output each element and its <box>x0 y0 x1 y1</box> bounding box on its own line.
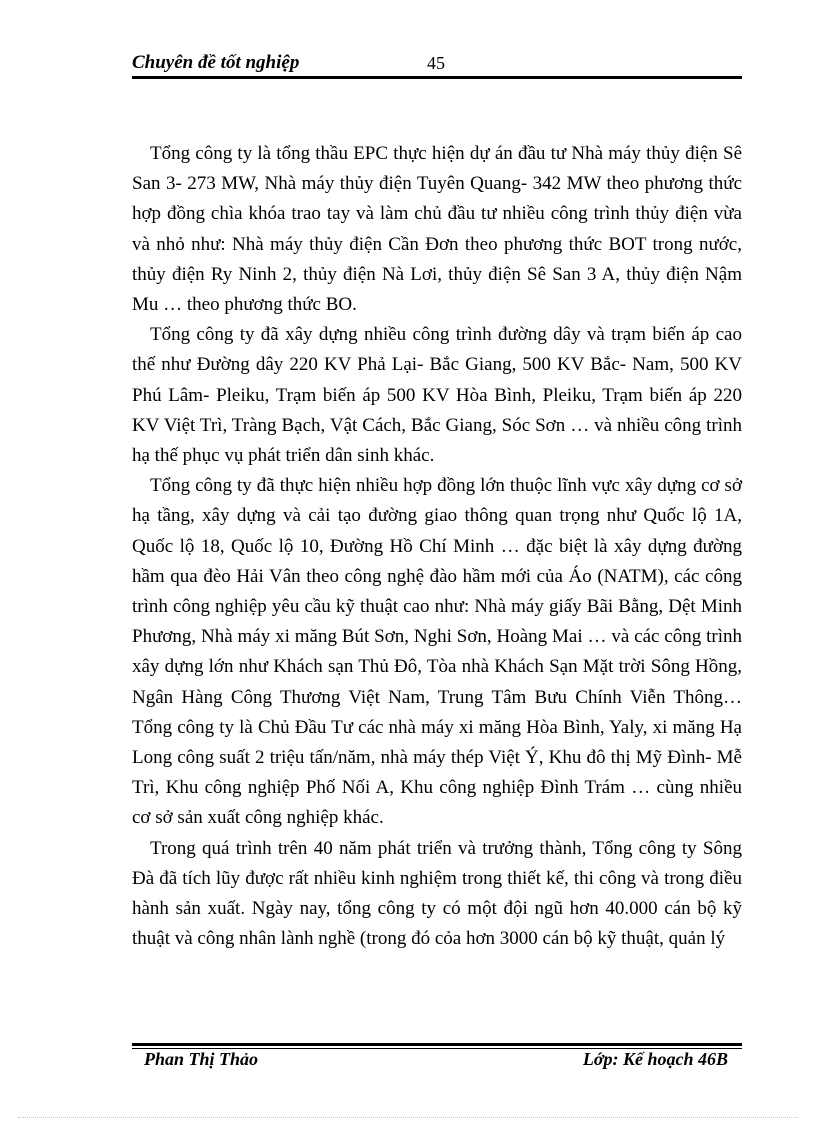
page-number: 45 <box>427 53 445 73</box>
page-header <box>132 52 742 78</box>
paragraph-4: Trong quá trình trên 40 năm phát triển và trưởng thành, Tổng công ty Sông Đà đã tích lũy được rất nhiều kinh nghiệm trong thiết kế, thi công và trong điều hành sản xuất. Ngày nay, tổng công ty có một đội ngũ hơn 40.000 cán bộ kỹ thuật và công nhân lành nghề (trong đó cỏa hơn 3000 cán bộ kỹ thuật, quản lý <box>132 837 742 950</box>
page-footer <box>132 1049 742 1075</box>
paragraph-2: Tổng công ty đã xây dựng nhiều công trình đường dây và trạm biến áp cao thế như Đường dây 220 KV Phả Lại- Bắc Giang, 500 KV Bắc- Nam, 500 KV Phú Lâm- Pleiku, Trạm biến áp 500 KV Hòa Bình, Pleiku, Trạm biến áp 220 KV Việt Trì, Tràng Bạch, Vật Cách, Bắc Giang, Sóc Sơn … và nhiều công trình hạ thế phục vụ phát triển dân sinh khác. <box>132 324 742 467</box>
paragraph-3: Tổng công ty đã thực hiện nhiều hợp đồng lớn thuộc lĩnh vực xây dựng cơ sở hạ tầng, xây dựng và cải tạo đường giao thông quan trọng như Quốc lộ 1A, Quốc lộ 18, Quốc lộ 10, Đường Hồ Chí Minh … đặc biệt là xây dựng đường hầm qua đèo Hải Vân theo công nghệ đào hầm mới của Áo (NATM), các công trình công nghiệp yêu cầu kỹ thuật cao như: Nhà máy giấy Bãi Bằng, Dệt Minh Phương, Nhà máy xi măng Bút Sơn, Nghi Sơn, Hoàng Mai … và các công trình xây dựng lớn như Khách sạn Thủ Đô, Tòa nhà Khách Sạn Mặt trời Sông Hồng, Ngân Hàng Công Thương Việt Nam, Trung Tâm Bưu Chính Viễn Thông… Tổng công ty là Chủ Đầu Tư các nhà máy xi măng Hòa Bình, Yaly, xi măng Hạ Long công suất 2 triệu tấn/năm, nhà máy thép Việt Ý, Khu đô thị Mỹ Đình- Mễ Trì, Khu công nghiệp Phố Nối A, Khu công nghiệp Đình Trám … cùng nhiều cơ sở sản xuất công nghiệp khác. <box>132 475 742 829</box>
document-body <box>132 139 742 954</box>
header-title: Chuyên đề tốt nghiệp <box>132 52 300 73</box>
footer-author: Phan Thị Thảo <box>144 1049 259 1069</box>
header-rule <box>132 76 742 79</box>
paragraph-1: Tổng công ty là tổng thầu EPC thực hiện dự án đầu tư Nhà máy thủy điện Sê San 3- 273 MW, Nhà máy thủy điện Tuyên Quang- 342 MW theo phương thức hợp đồng chìa khóa trao tay và làm chủ đầu tư nhiều công trình thủy điện vừa và nhỏ như: Nhà máy thủy điện Cần Đơn theo phương thức BOT trong nước, thủy điện Ry Ninh 2, thủy điện Nà Lơi, thủy điện Sê San 3 A, thủy điện Nậm Mu … theo phương thức BO. <box>132 143 742 316</box>
page-edge-divider <box>18 1117 798 1118</box>
footer-rule-thick <box>132 1043 742 1046</box>
footer-class: Lớp: Kế hoạch 46B <box>582 1049 728 1069</box>
